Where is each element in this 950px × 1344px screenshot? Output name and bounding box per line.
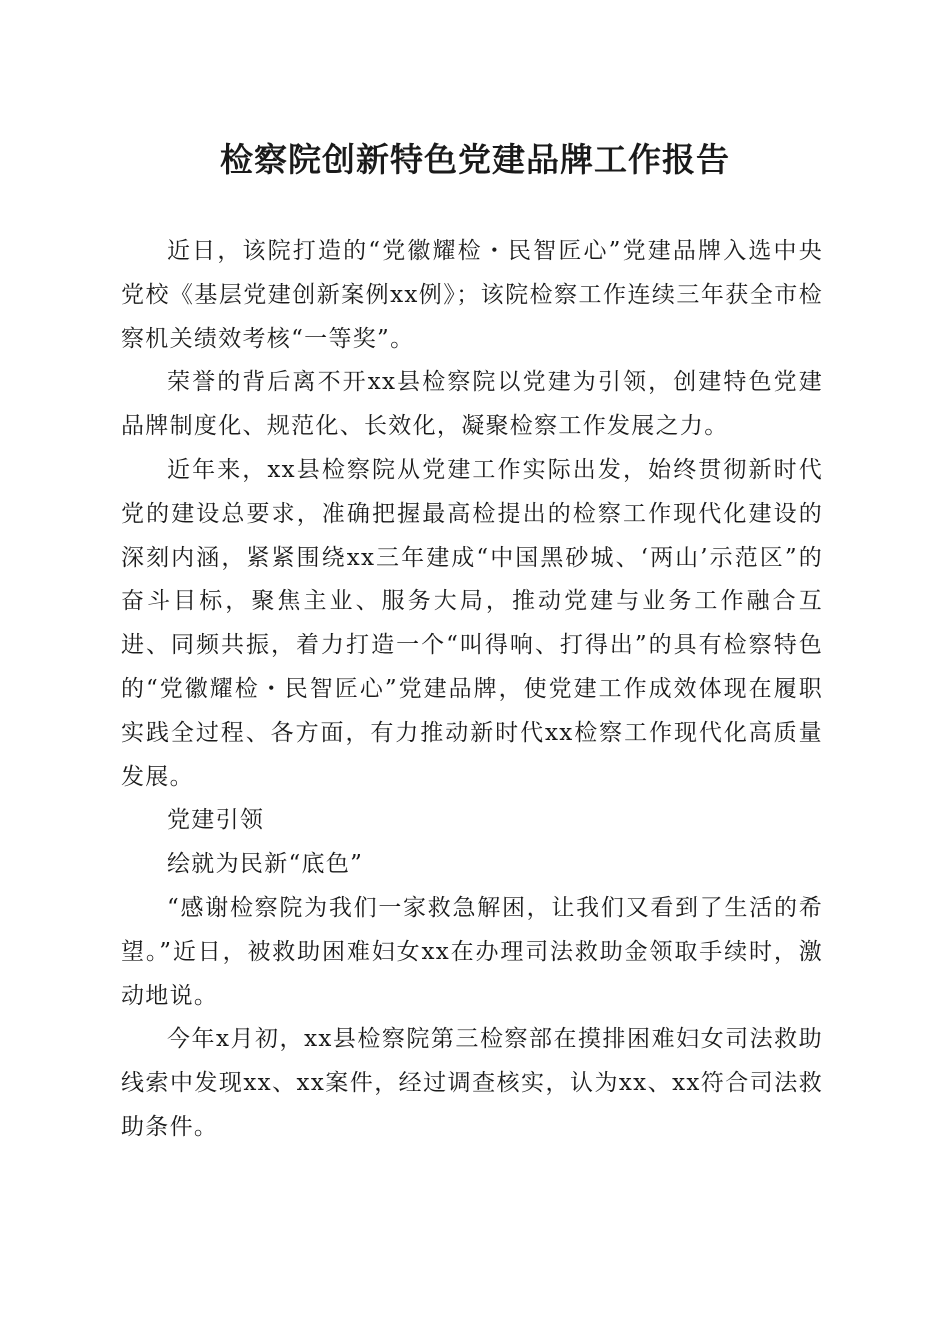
paragraph-recent-years: 近年来，xx县检察院从党建工作实际出发，始终贯彻新时代党的建设总要求，准确把握最高检提出的检察工作现代化建设的深刻内涵，紧紧围绕xx三年建成“中国黑砂城、‘两山’示范区”的奋斗目标，聚焦主业、服务大局，推动党建与业务工作融合互进、同频共振，着力打造一个“叫得响、打得出”的具有检察特色的“党徽耀检・民智匠心”党建品牌，使党建工作成效体现在履职实践全过程、各方面，有力推动新时代xx检察工作现代化高质量发展。 [121,456,823,790]
section-heading-party-lead: 党建引领 [167,807,265,834]
document-body [121,230,823,1150]
document-title: 检察院创新特色党建品牌工作报告 [220,140,730,179]
section-subheading: 绘就为民新“底色” [167,851,364,878]
paragraph-quote: “感谢检察院为我们一家救急解困，让我们又看到了生活的希望。”近日，被救助困难妇女xx在办理司法救助金领取手续时，激动地说。 [121,894,823,1009]
paragraph-intro: 近日，该院打造的“党徽耀检・民智匠心”党建品牌入选中央党校《基层党建创新案例xx例》；该院检察工作连续三年获全市检察机关绩效考核“一等奖”。 [121,238,823,352]
paragraph-case: 今年x月初，xx县检察院第三检察部在摸排困难妇女司法救助线索中发现xx、xx案件，经过调查核实，认为xx、xx符合司法救助条件。 [121,1026,823,1140]
paragraph-honor: 荣誉的背后离不开xx县检察院以党建为引领，创建特色党建品牌制度化、规范化、长效化，凝聚检察工作发展之力。 [121,369,823,440]
